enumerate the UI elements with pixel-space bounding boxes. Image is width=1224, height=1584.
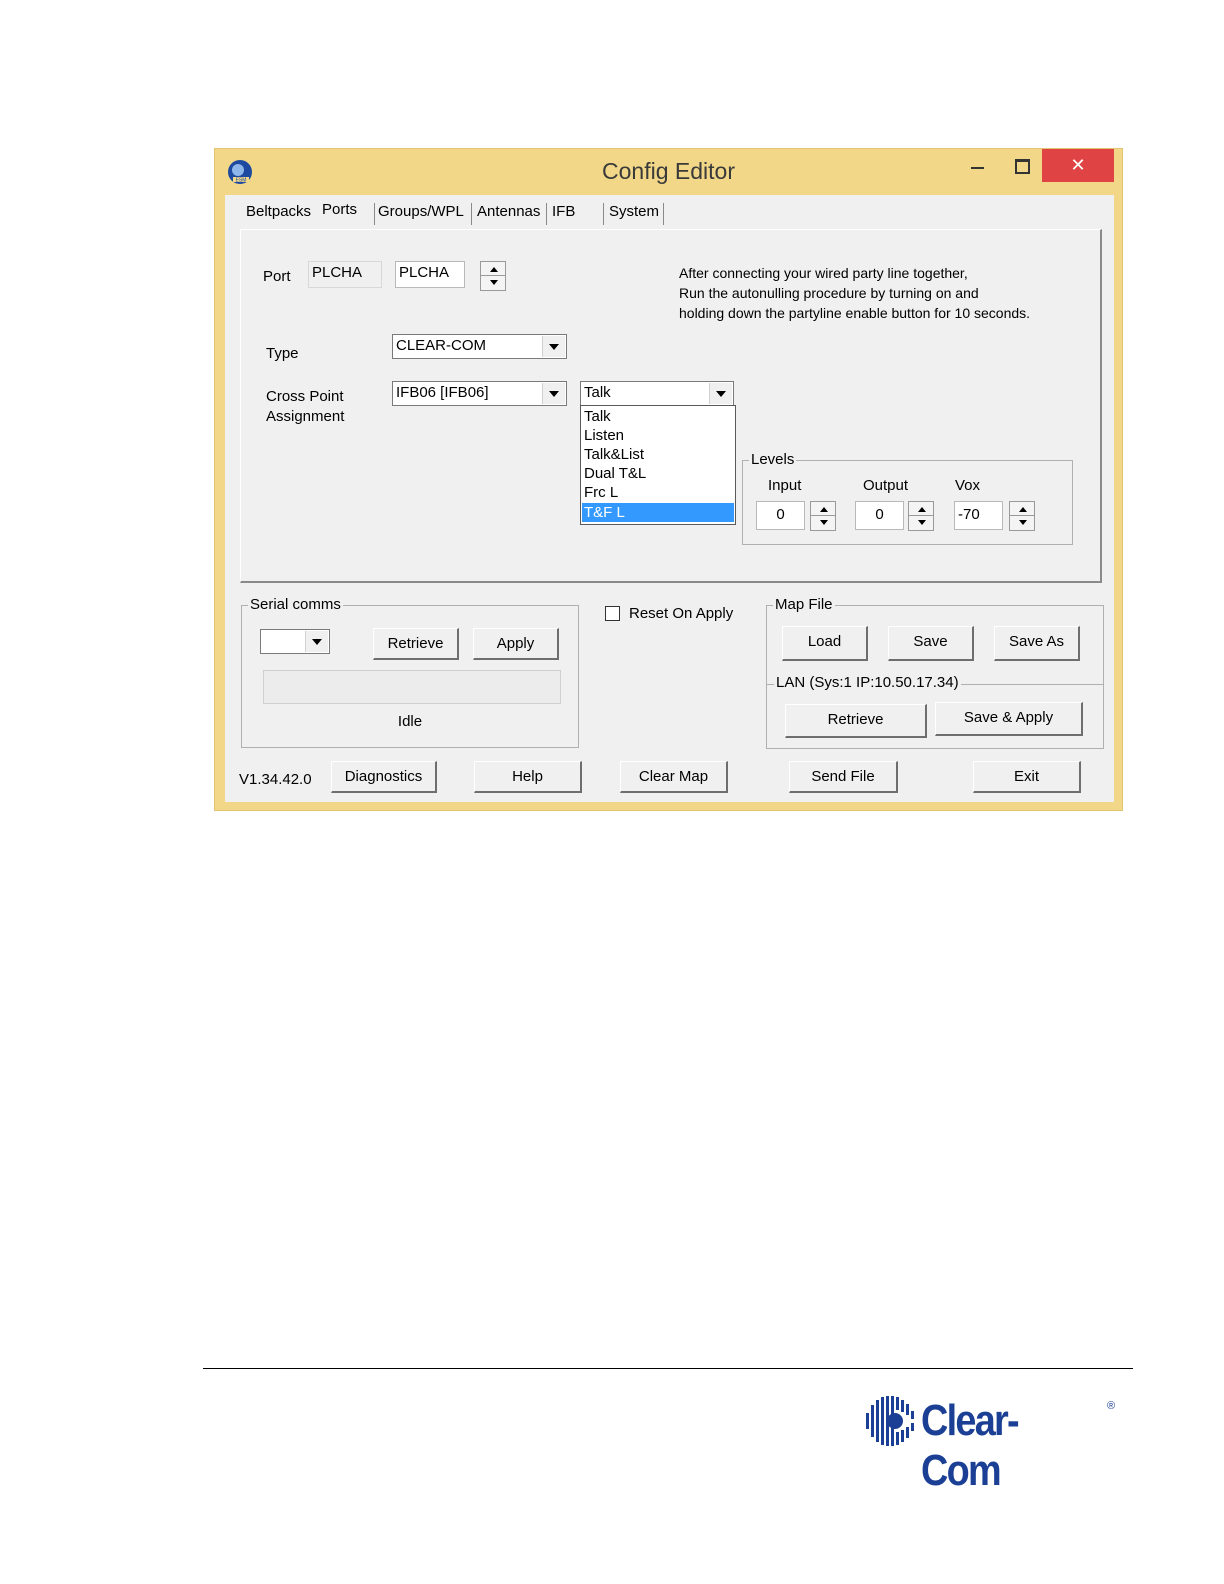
map-file-title: Map File xyxy=(775,596,833,613)
clear-com-mark-icon xyxy=(864,1394,918,1448)
crosspoint-mode-value: Talk xyxy=(584,384,611,401)
spin-up-icon[interactable] xyxy=(1010,502,1034,516)
levels-title: Levels xyxy=(751,451,795,468)
instruction-line-3: holding down the partyline enable button for 10 seconds. xyxy=(679,305,1031,321)
title-bar[interactable] xyxy=(215,149,1122,195)
tab-divider xyxy=(471,203,472,225)
input-level-field[interactable]: 0 xyxy=(756,501,805,530)
window-title: Config Editor xyxy=(602,158,735,184)
type-dropdown[interactable] xyxy=(392,334,567,359)
clear-com-logo xyxy=(864,1394,1124,1495)
reset-on-apply-checkbox[interactable] xyxy=(605,606,620,621)
chevron-down-icon[interactable] xyxy=(709,383,732,404)
option-listen[interactable]: Listen xyxy=(584,427,625,444)
tab-groups-wpl[interactable]: Groups/WPL xyxy=(378,203,464,220)
vox-level-field[interactable]: -70 xyxy=(954,501,1003,530)
spin-up-icon[interactable] xyxy=(909,502,933,516)
spin-down-icon[interactable] xyxy=(481,276,505,290)
brand-name: Clear-Com xyxy=(921,1396,1018,1495)
option-frc-l[interactable]: Frc L xyxy=(584,484,619,501)
serial-port-dropdown[interactable] xyxy=(260,629,330,654)
send-file-button[interactable]: Send File xyxy=(789,761,898,793)
map-save-button[interactable]: Save xyxy=(888,626,974,661)
chevron-down-icon[interactable] xyxy=(305,631,328,652)
tab-divider xyxy=(546,203,547,225)
tab-ifb[interactable]: IFB xyxy=(552,203,576,220)
serial-status: Idle xyxy=(397,713,423,730)
port-name-display: PLCHA xyxy=(308,261,382,288)
version-label: V1.34.42.0 xyxy=(239,771,312,788)
type-label: Type xyxy=(266,345,299,362)
minimize-icon[interactable] xyxy=(971,167,984,169)
crosspoint-value: IFB06 [IFB06] xyxy=(396,384,489,401)
output-level-spinner[interactable] xyxy=(908,501,934,531)
levels-group xyxy=(742,451,1073,545)
config-editor-window xyxy=(214,148,1123,811)
instruction-line-2: Run the autonulling procedure by turning on and xyxy=(679,285,979,301)
ports-tab-panel xyxy=(240,229,1102,583)
lan-retrieve-button[interactable]: Retrieve xyxy=(785,704,927,738)
tab-antennas[interactable]: Antennas xyxy=(477,203,541,220)
option-talk-list[interactable]: Talk&List xyxy=(584,446,645,463)
option-talk[interactable]: Talk xyxy=(584,408,611,425)
option-tf-l[interactable]: T&F L xyxy=(582,503,734,522)
serial-progress-bar xyxy=(263,670,561,704)
clear-map-button[interactable]: Clear Map xyxy=(620,761,728,793)
crosspoint-mode-options xyxy=(580,405,736,525)
vox-level-spinner[interactable] xyxy=(1009,501,1035,531)
map-file-group xyxy=(766,596,1104,749)
tab-divider xyxy=(603,203,604,225)
input-level-label: Input xyxy=(768,477,802,494)
chevron-down-icon[interactable] xyxy=(542,383,565,404)
serial-retrieve-button[interactable]: Retrieve xyxy=(373,628,459,660)
close-button[interactable] xyxy=(1042,149,1114,182)
client-area xyxy=(225,195,1114,802)
chevron-down-icon[interactable] xyxy=(542,336,565,357)
tab-beltpacks[interactable]: Beltpacks xyxy=(246,203,312,220)
help-button[interactable]: Help xyxy=(474,761,582,793)
option-dual-tl[interactable]: Dual T&L xyxy=(584,465,647,482)
serial-apply-button[interactable]: Apply xyxy=(473,628,559,660)
tab-system[interactable]: System xyxy=(609,203,660,220)
map-load-button[interactable]: Load xyxy=(782,626,868,661)
port-label: Port xyxy=(263,268,291,285)
close-icon: ✕ xyxy=(1070,155,1086,175)
crosspoint-mode-dropdown[interactable] xyxy=(580,381,734,406)
spin-down-icon[interactable] xyxy=(811,516,835,530)
footer-rule xyxy=(203,1368,1133,1369)
reset-on-apply-label: Reset On Apply xyxy=(629,605,734,622)
vox-level-label: Vox xyxy=(955,477,981,494)
crosspoint-dropdown[interactable] xyxy=(392,381,567,406)
instruction-line-1: After connecting your wired party line together, xyxy=(679,265,968,281)
spin-down-icon[interactable] xyxy=(909,516,933,530)
output-level-field[interactable]: 0 xyxy=(855,501,904,530)
svg-text:ESM: ESM xyxy=(235,177,247,184)
diagnostics-button[interactable]: Diagnostics xyxy=(331,761,437,793)
exit-button[interactable]: Exit xyxy=(973,761,1081,793)
crosspoint-label-1: Cross Point xyxy=(266,388,344,405)
spin-down-icon[interactable] xyxy=(1010,516,1034,530)
port-name-input[interactable]: PLCHA xyxy=(395,261,465,288)
spin-up-icon[interactable] xyxy=(811,502,835,516)
input-level-spinner[interactable] xyxy=(810,501,836,531)
tab-divider xyxy=(663,203,664,225)
serial-comms-title: Serial comms xyxy=(250,596,341,613)
spin-up-icon[interactable] xyxy=(481,262,505,276)
type-value: CLEAR-COM xyxy=(396,337,487,354)
map-save-as-button[interactable]: Save As xyxy=(994,626,1080,661)
output-level-label: Output xyxy=(863,477,909,494)
lan-save-apply-button[interactable]: Save & Apply xyxy=(935,702,1083,736)
crosspoint-label-2: Assignment xyxy=(266,408,345,425)
tab-divider xyxy=(374,203,375,225)
maximize-icon[interactable] xyxy=(1015,159,1030,174)
port-spinner[interactable] xyxy=(480,261,506,291)
serial-comms-group xyxy=(241,596,579,748)
lan-title: LAN (Sys:1 IP:10.50.17.34) xyxy=(776,674,959,691)
tab-ports[interactable]: Ports xyxy=(322,201,358,218)
registered-mark: ® xyxy=(1107,1400,1116,1412)
